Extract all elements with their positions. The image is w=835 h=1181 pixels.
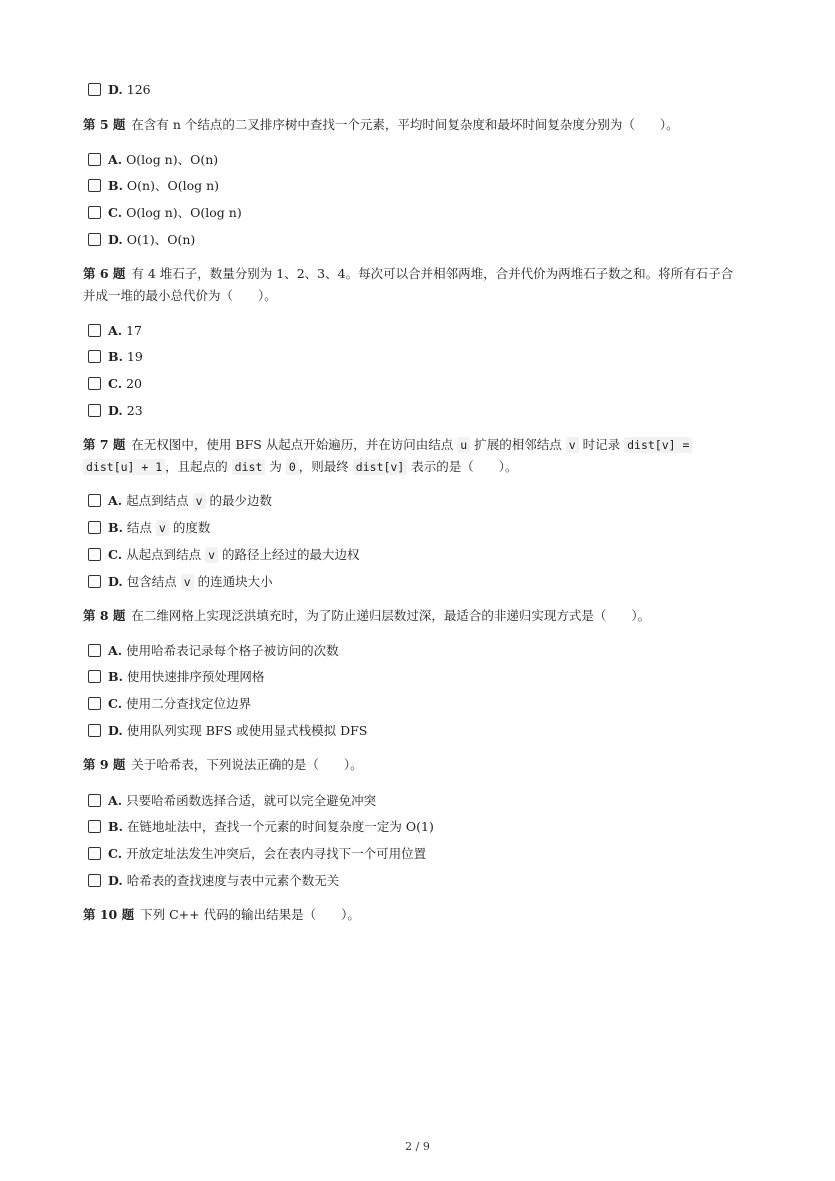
page-number: 2 / 9: [405, 1140, 430, 1153]
code-inline: 0: [286, 459, 299, 475]
option-letter: C.: [108, 205, 123, 220]
option-text: 包含结点: [126, 574, 177, 589]
option-letter: A.: [108, 643, 123, 658]
q4-option-d[interactable]: [88, 80, 151, 100]
q9-stem: [83, 754, 763, 776]
option-text: 使用队列实现 BFS 或使用显式栈模拟 DFS: [126, 723, 368, 738]
option-text: 的最少边数: [209, 493, 272, 508]
q9-option-b[interactable]: [88, 817, 434, 837]
checkbox[interactable]: [88, 83, 101, 96]
checkbox[interactable]: [88, 575, 101, 588]
code-inline: v: [193, 493, 206, 509]
option-text: 23: [126, 403, 143, 418]
checkbox[interactable]: [88, 324, 101, 337]
option-letter: B.: [108, 520, 123, 535]
q8-option-b[interactable]: [88, 667, 264, 687]
checkbox[interactable]: [88, 670, 101, 683]
option-letter: D.: [108, 574, 123, 589]
question-text-cont: 并成一堆的最小总代价为（ ）。: [83, 288, 277, 303]
option-letter: A.: [108, 152, 123, 167]
q5-option-c[interactable]: [88, 203, 242, 223]
option-text: 使用快速排序预处理网格: [126, 669, 265, 684]
option-letter: B.: [108, 178, 123, 193]
option-letter: B.: [108, 819, 123, 834]
question-text: 关于哈希表，下列说法正确的是（ ）。: [131, 757, 363, 772]
option-text: 的度数: [172, 520, 211, 535]
question-text: 在无权图中，使用 BFS 从起点开始遍历，并在访问由结点: [131, 437, 454, 452]
option-letter: C.: [108, 696, 123, 711]
option-text: 的连通块大小: [197, 574, 273, 589]
option-letter: A.: [108, 793, 123, 808]
question-number: 第 8 题: [83, 608, 126, 623]
option-letter: D.: [108, 873, 123, 888]
checkbox[interactable]: [88, 350, 101, 363]
option-text: 结点: [126, 520, 152, 535]
option-text: 只要哈希函数选择合适，就可以完全避免冲突: [126, 793, 377, 808]
q8-stem: [83, 605, 763, 627]
q9-option-c[interactable]: [88, 844, 426, 864]
question-text: 时记录: [582, 437, 621, 452]
code-inline: u: [457, 437, 470, 453]
code-inline: dist[v]: [353, 459, 407, 475]
code-inline: dist[v] =: [624, 437, 692, 453]
code-inline: dist[u] + 1: [83, 459, 165, 475]
q7-option-c[interactable]: [88, 545, 360, 565]
option-text: 使用哈希表记录每个格子被访问的次数: [126, 643, 339, 658]
q7-option-a[interactable]: [88, 491, 272, 511]
q6-option-d[interactable]: [88, 401, 143, 421]
question-text: ，且起点的: [165, 459, 228, 474]
option-text: 126: [126, 82, 151, 97]
option-text: O(n)、O(log n): [126, 178, 220, 193]
q8-option-d[interactable]: [88, 721, 367, 741]
q6-stem: [83, 263, 763, 307]
q6-option-c[interactable]: [88, 374, 142, 394]
question-text: 有 4 堆石子，数量分别为 1、2、3、4。每次可以合并相邻两堆，合并代价为两堆石子数之和。将所有石子合: [131, 266, 734, 281]
checkbox[interactable]: [88, 153, 101, 166]
option-text: 17: [126, 323, 142, 338]
q6-option-a[interactable]: [88, 321, 142, 341]
option-text: 使用二分查找定位边界: [126, 696, 252, 711]
checkbox[interactable]: [88, 874, 101, 887]
option-text: 的路径上经过的最大边权: [222, 547, 360, 562]
question-text: 为: [269, 459, 282, 474]
option-text: 20: [126, 376, 142, 391]
question-text: 下列 C++ 代码的输出结果是（ ）。: [140, 907, 360, 922]
checkbox[interactable]: [88, 179, 101, 192]
q7-option-b[interactable]: [88, 518, 210, 538]
q7-option-d[interactable]: [88, 572, 273, 592]
option-letter: B.: [108, 669, 123, 684]
option-letter: D.: [108, 232, 123, 247]
q7-stem: [83, 434, 763, 478]
option-letter: D.: [108, 723, 123, 738]
question-number: 第 7 题: [83, 437, 126, 452]
option-text: 19: [126, 349, 143, 364]
checkbox[interactable]: [88, 521, 101, 534]
option-text: 从起点到结点: [126, 547, 202, 562]
option-letter: C.: [108, 547, 123, 562]
code-inline: dist: [232, 459, 266, 475]
q5-option-a[interactable]: [88, 150, 218, 170]
option-text: 在链地址法中，查找一个元素的时间复杂度一定为 O(1): [126, 819, 434, 834]
question-text: 表示的是（ ）。: [411, 459, 518, 474]
code-inline: v: [566, 437, 579, 453]
checkbox[interactable]: [88, 233, 101, 246]
question-number: 第 5 题: [83, 117, 126, 132]
code-inline: v: [156, 520, 169, 536]
option-text: 起点到结点: [126, 493, 189, 508]
checkbox[interactable]: [88, 494, 101, 507]
question-number: 第 9 题: [83, 757, 126, 772]
q9-option-a[interactable]: [88, 791, 376, 811]
option-letter: C.: [108, 376, 123, 391]
option-text: O(1)、O(n): [126, 232, 196, 247]
checkbox[interactable]: [88, 548, 101, 561]
option-letter: B.: [108, 349, 123, 364]
checkbox[interactable]: [88, 847, 101, 860]
question-text: ，则最终: [298, 459, 349, 474]
question-text: 在含有 n 个结点的二叉排序树中查找一个元素，平均时间复杂度和最坏时间复杂度分别为（ ）。: [131, 117, 679, 132]
q10-stem: [83, 904, 763, 926]
q8-option-c[interactable]: [88, 694, 251, 714]
checkbox[interactable]: [88, 404, 101, 417]
question-text: 扩展的相邻结点: [474, 437, 562, 452]
checkbox[interactable]: [88, 697, 101, 710]
q6-option-b[interactable]: [88, 347, 143, 367]
checkbox[interactable]: [88, 794, 101, 807]
option-text: 哈希表的查找速度与表中元素个数无关: [126, 873, 340, 888]
option-letter: A.: [108, 323, 123, 338]
option-letter: A.: [108, 493, 123, 508]
option-letter: C.: [108, 846, 123, 861]
checkbox[interactable]: [88, 377, 101, 390]
question-number: 第 10 题: [83, 907, 135, 922]
q5-option-b[interactable]: [88, 176, 219, 196]
option-letter: D.: [108, 82, 123, 97]
code-inline: v: [181, 574, 194, 590]
question-number: 第 6 题: [83, 266, 126, 281]
question-text: 在二维网格上实现泛洪填充时，为了防止递归层数过深，最适合的非递归实现方式是（ ）。: [131, 608, 651, 623]
option-text: 开放定址法发生冲突后，会在表内寻找下一个可用位置: [126, 846, 427, 861]
q5-stem: [83, 114, 763, 136]
q5-option-d[interactable]: [88, 230, 195, 250]
q8-option-a[interactable]: [88, 641, 339, 661]
checkbox[interactable]: [88, 644, 101, 657]
checkbox[interactable]: [88, 724, 101, 737]
q9-option-d[interactable]: [88, 871, 339, 891]
checkbox[interactable]: [88, 820, 101, 833]
code-inline: v: [205, 547, 218, 563]
option-letter: D.: [108, 403, 123, 418]
option-text: O(log n)、O(n): [126, 152, 219, 167]
option-text: O(log n)、O(log n): [126, 205, 242, 220]
checkbox[interactable]: [88, 206, 101, 219]
